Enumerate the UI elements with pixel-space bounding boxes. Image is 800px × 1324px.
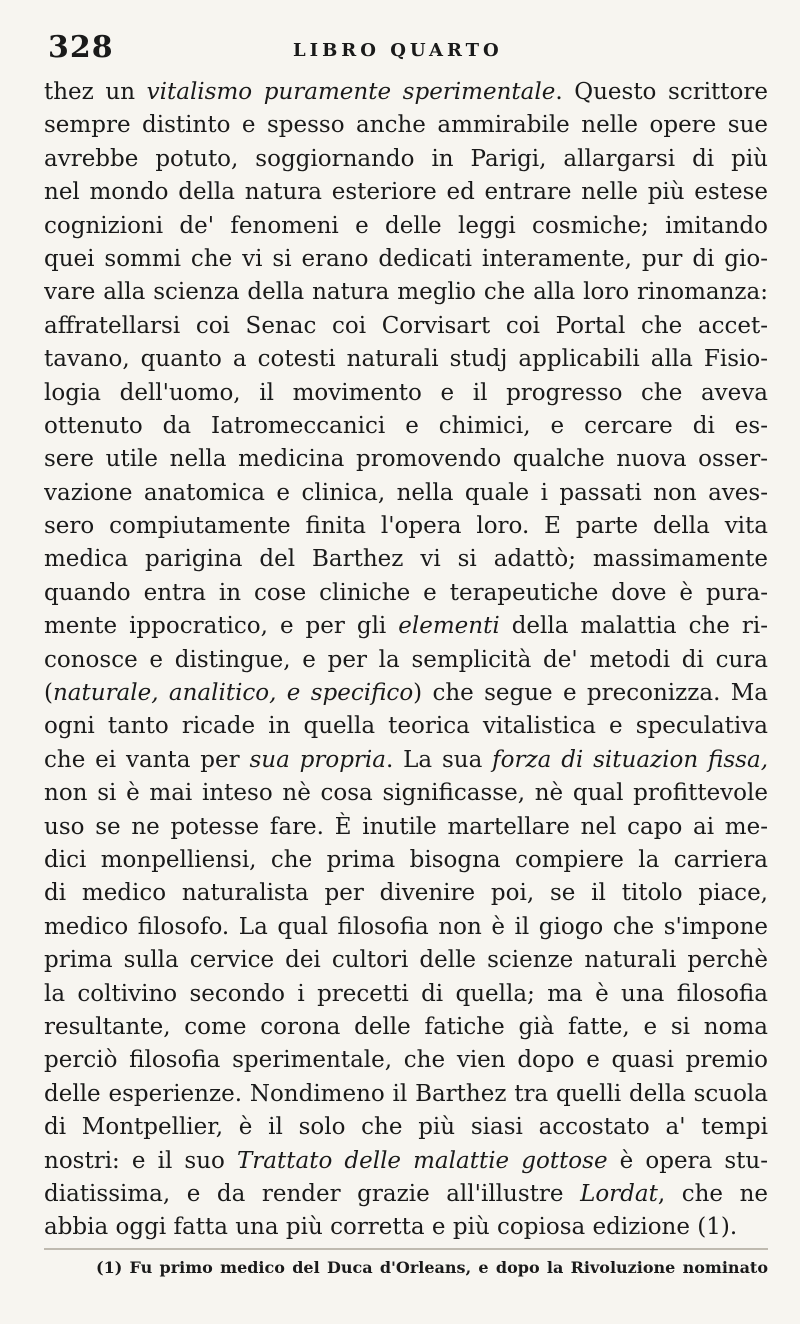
- text-run: ) che segue e preconizza. Ma: [413, 680, 768, 707]
- text-run: affratellarsi coi Senac coi Corvisart coi Portal che accet-: [44, 312, 768, 339]
- footnote-rule: [44, 1248, 768, 1250]
- text-run: . Questo scrittore: [555, 79, 768, 105]
- text-run: nel mondo della natura esteriore ed entrare nelle più estese: [44, 179, 768, 206]
- text-run: abbia oggi fatta una più corretta e più copiosa edizione (1).: [44, 1214, 738, 1241]
- text-line: [44, 343, 768, 376]
- text-line: [44, 1145, 768, 1178]
- text-line: [44, 1211, 768, 1244]
- text-run: medica parigina del Barthez vi si adattò; massimamente: [44, 546, 768, 573]
- text-line: [44, 243, 768, 276]
- text-run: ogni tanto ricade in quella teorica vitalistica e speculativa: [44, 713, 768, 740]
- italic-run: vitalismo puramente sperimentale: [146, 79, 556, 105]
- text-line: [44, 877, 768, 910]
- text-line: [44, 410, 768, 443]
- text-line: [44, 109, 768, 142]
- text-line: [44, 811, 768, 844]
- text-run: . La sua: [386, 746, 493, 773]
- page-header: [48, 30, 768, 70]
- text-run: quando entra in cose cliniche e terapeutiche dove è pura-: [44, 579, 768, 606]
- text-line: [44, 944, 768, 977]
- text-run: prima sulla cervice dei cultori delle scienze naturali perchè: [44, 947, 768, 974]
- text-run: è opera stu-: [607, 1147, 768, 1174]
- text-run: sere utile nella medicina promovendo qualche nuova osser-: [44, 446, 768, 473]
- running-head: LIBRO QUARTO: [293, 40, 503, 61]
- text-line: [44, 644, 768, 677]
- text-line: [44, 1111, 768, 1144]
- text-line: [44, 1044, 768, 1077]
- text-run: avrebbe potuto, soggiornando in Parigi, allargarsi di più: [44, 145, 768, 172]
- text-line: [44, 443, 768, 476]
- text-run: vazione anatomica e clinica, nella quale i passati non aves-: [44, 479, 768, 506]
- text-line: [44, 276, 768, 309]
- italic-run: sua propria: [249, 746, 386, 773]
- text-line: [44, 577, 768, 610]
- italic-run: Lordat: [580, 1180, 658, 1207]
- text-run: di Montpellier, è il solo che più siasi accostato a' tempi: [44, 1114, 768, 1141]
- text-line: [44, 76, 768, 109]
- text-line: [44, 143, 768, 176]
- text-run: sempre distinto e spesso anche ammirabile nelle opere sue: [44, 112, 768, 139]
- text-run: resultante, come corona delle fatiche già fatte, e si noma: [44, 1013, 768, 1040]
- text-run: della malattia che ri-: [499, 613, 768, 640]
- text-line: [44, 710, 768, 743]
- text-line: [44, 377, 768, 410]
- text-run: sero compiutamente finita l'opera loro. E parte della vita: [44, 513, 768, 540]
- text-line: [44, 1011, 768, 1044]
- text-line: [44, 310, 768, 343]
- text-line: [44, 510, 768, 543]
- italic-run: naturale, analitico, e specifico: [52, 680, 414, 707]
- text-line: [44, 610, 768, 643]
- footnote: (1) Fu primo medico del Duca d'Orleans, e dopo la Rivoluzione nominato: [96, 1258, 768, 1277]
- text-line: [44, 477, 768, 510]
- text-line: [44, 911, 768, 944]
- text-run: dici monpelliensi, che prima bisogna compiere la carriera: [44, 846, 768, 873]
- text-line: [44, 1178, 768, 1211]
- italic-run: forza di situazion fissa,: [492, 746, 768, 773]
- text-run: quei sommi che vi si erano dedicati interamente, pur di gio-: [44, 245, 768, 272]
- text-run: di medico naturalista per divenire poi, se il titolo piace,: [44, 880, 768, 907]
- text-run: diatissima, e da render grazie all'illustre: [44, 1180, 581, 1207]
- text-line: [44, 543, 768, 576]
- text-run: vare alla scienza della natura meglio che alla loro rinomanza:: [44, 279, 768, 306]
- text-line: [44, 210, 768, 243]
- text-line: [44, 744, 768, 777]
- body-text: [44, 76, 768, 1245]
- text-run: mente ippocratico, e per gli: [44, 613, 399, 640]
- text-run: conosce e distingue, e per la semplicità de' metodi di cura: [44, 646, 768, 673]
- text-run: nostri: e il suo: [44, 1147, 237, 1174]
- italic-run: Trattato delle malattie gottose: [236, 1147, 608, 1174]
- italic-run: elementi: [398, 613, 500, 640]
- text-run: thez un: [44, 79, 147, 105]
- text-run: perciò filosofia sperimentale, che vien dopo e quasi premio: [44, 1047, 768, 1074]
- text-line: [44, 176, 768, 209]
- text-line: [44, 844, 768, 877]
- text-run: logia dell'uomo, il movimento e il progresso che aveva: [44, 379, 768, 406]
- text-run: cognizioni de' fenomeni e delle leggi cosmiche; imitando: [44, 212, 768, 239]
- text-run: (: [44, 680, 53, 707]
- text-run: ottenuto da Iatromeccanici e chimici, e cercare di es-: [44, 412, 768, 439]
- text-run: uso se ne potesse fare. È inutile martellare nel capo ai me-: [44, 813, 768, 840]
- text-line: [44, 978, 768, 1011]
- text-run: medico filosofo. La qual filosofia non è il giogo che s'impone: [44, 913, 768, 940]
- text-run: , che ne: [657, 1180, 768, 1207]
- text-line: [44, 1078, 768, 1111]
- page-number: 328: [48, 30, 114, 65]
- text-run: la coltivino secondo i precetti di quella; ma è una filosofia: [44, 980, 768, 1007]
- text-run: tavano, quanto a cotesti naturali studj applicabili alla Fisio-: [44, 346, 768, 373]
- text-run: non si è mai inteso nè cosa significasse, nè qual profittevole: [44, 780, 768, 807]
- text-line: [44, 777, 768, 810]
- text-run: delle esperienze. Nondimeno il Barthez tra quelli della scuola: [44, 1080, 768, 1107]
- text-run: che ei vanta per: [44, 746, 250, 773]
- text-line: [44, 677, 768, 710]
